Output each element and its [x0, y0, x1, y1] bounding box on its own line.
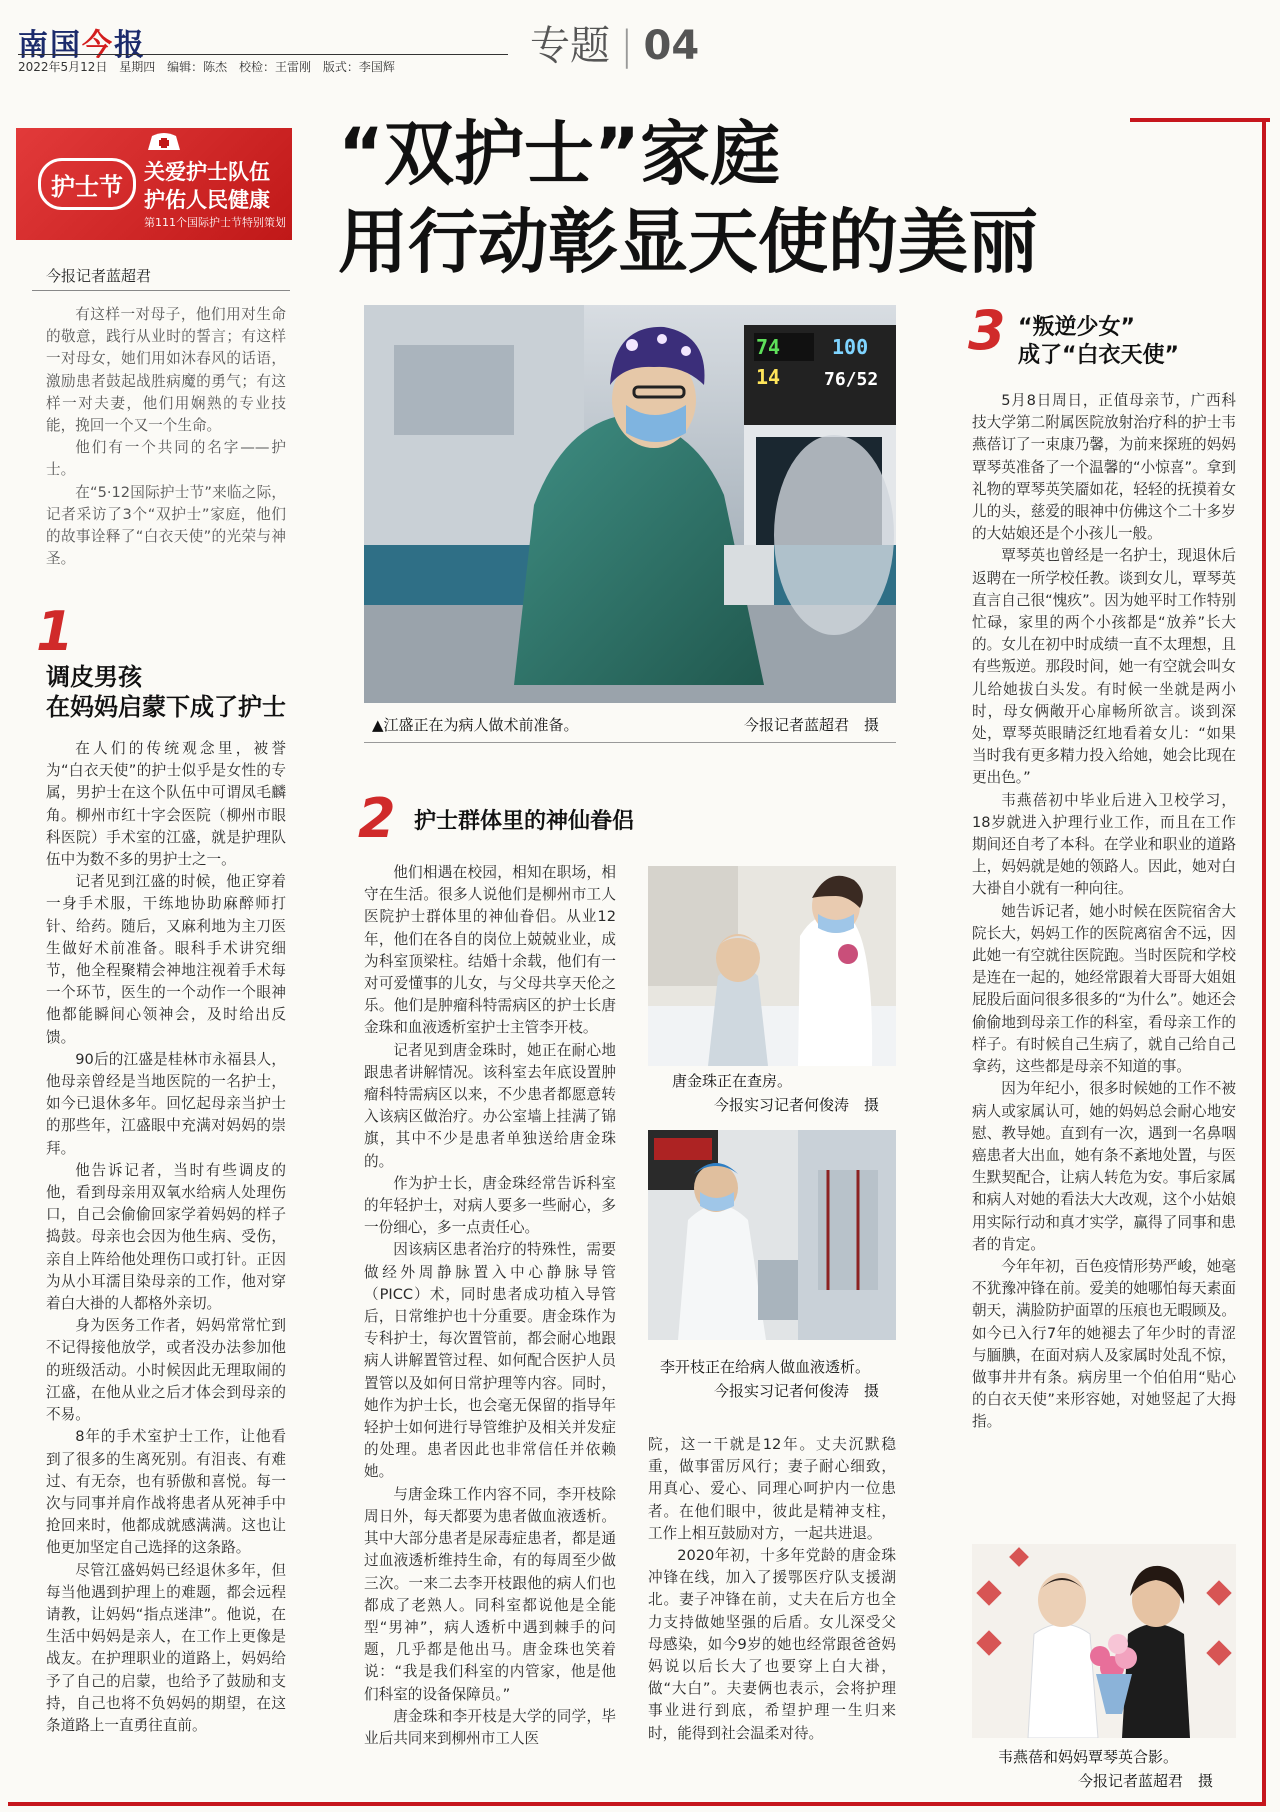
body-paragraph: 尽管江盛妈妈已经退休多年，但每当他遇到护理上的难题，都会远程请教，让妈妈“指点迷津”。他说，在生活中妈妈是亲人，在工作上更像是战友。在护理职业的道路上，妈妈给予了自己的启蒙，也给予了鼓励和支持，自己也将不负妈妈的期望，在这条道路上一直勇往直前。 — [46, 1561, 286, 1734]
intro-paragraph: 有这样一对母子，他们用对生命的敬意，践行从业时的誓言；有这样一对母女，她们用如沐春风的话语，激励患者鼓起战胜病魔的勇气；有这样一对夫妻，他们用娴熟的专业技能，挽回一个又一个生命。 — [46, 306, 286, 435]
layout-credit: 版式：李国辉 — [322, 60, 395, 74]
photo1-caption: ▲江盛正在为病人做术前准备。 — [372, 716, 579, 734]
photo2-credit: 今报实习记者何俊涛 摄 — [714, 1096, 880, 1114]
byline-rule — [32, 290, 290, 291]
page-number: 04 — [643, 23, 700, 69]
photo4-credit: 今报记者蓝超君 摄 — [1078, 1772, 1214, 1790]
monitor-bp: 76/52 — [824, 369, 879, 390]
section2-body-b — [648, 1434, 896, 1745]
masthead-rule — [18, 54, 508, 55]
photo1-credit: 今报记者蓝超君 摄 — [744, 716, 880, 734]
body-paragraph: 他们相遇在校园，相知在职场，相守在生活。很多人说他们是柳州市工人医院护士群体里的神仙眷侣。从业12年，他们在各自的岗位上兢兢业业，成为科室顶梁柱。结婚十余载，他们有一对可爱懂事的儿女，与父母共享天伦之乐。他们是肿瘤科特需病区的护士长唐金珠和血液透析室护士主管李开枝。 — [364, 864, 616, 1037]
nurse-cap-icon — [144, 132, 184, 154]
body-paragraph: 2020年初，十多年党龄的唐金珠冲锋在线，加入了援鄂医疗队支援湖北。妻子冲锋在前，丈夫在后方也全力支持做她坚强的后盾。女儿深受父母感染，如今9岁的她也经常跟爸爸妈妈说以后长大了也要穿上白大褂，做“大白”。夫妻俩也表示，会将护理事业进行到底，希望护理一生归来时，能得到社会温柔对待。 — [648, 1547, 896, 1742]
body-paragraph: 今年年初，百色疫情形势严峻，她毫不犹豫冲锋在前。爱美的她哪怕每天素面朝天，满脸防护面罩的压痕也无暇顾及。如今已入行7年的她褪去了年少时的青涩与腼腆，在面对病人及家属时处乱不惊，做事井井有条。病房里一个伯伯用“贴心的白衣天使”来形容她，对她竖起了大拇指。 — [972, 1257, 1236, 1431]
body-paragraph: 作为护士长，唐金珠经常告诉科室的年轻护士，对病人要多一些耐心，多一份细心，多一点责任心。 — [364, 1174, 616, 1237]
banner-line2: 护佑人民健康 — [144, 188, 270, 212]
banner-line1: 关爱护士队伍 — [144, 160, 270, 184]
body-paragraph: 与唐金珠工作内容不同，李开枝除周日外，每天都要为患者做血液透析。其中大部分患者是尿毒症患者，都是通过血液透析维持生命，有的每周至少做三次。一来二去李开枝跟他的病人们也都成了老熟人。同科室都说他是全能型“男神”，病人透析中遇到棘手的问题，几乎都是他出马。唐金珠也笑着说：“我是我们科室的内管家，他是他们科室的设备保障员。” — [364, 1485, 616, 1703]
banner-line3: 第111个国际护士节特别策划 — [144, 216, 286, 229]
section2-title: 护士群体里的神仙眷侣 — [414, 809, 635, 834]
section3-title-line2: 成了“白衣天使” — [1018, 343, 1179, 368]
section1-title-line1: 调皮男孩 — [46, 663, 142, 691]
body-paragraph: 因为年纪小，很多时候她的工作不被病人或家属认可，她的妈妈总会耐心地安慰、教导她。直到有一次，遇到一名鼻咽癌患者大出血，她有条不紊地处置，与医生默契配合，让病人转危为安。事后家属和病人对她的看法大大改观，这个小姑娘用实际行动和真才实学，赢得了同事和患者的肯定。 — [972, 1080, 1236, 1253]
proofreader-credit: 校检：王雷刚 — [238, 60, 311, 74]
dialysis-image — [648, 1130, 896, 1340]
section2-body-a — [364, 862, 616, 1750]
photo3-credit: 今报实习记者何俊涛 摄 — [714, 1382, 880, 1400]
byline: 今报记者蓝超君 — [46, 267, 152, 285]
logo-text-accent: 今 — [82, 28, 114, 63]
editor-credit: 编辑：陈杰 — [167, 60, 228, 74]
section2-number: 2 — [358, 787, 396, 850]
page-border-top — [1130, 118, 1270, 122]
headline — [338, 110, 1038, 286]
section-separator: | — [620, 23, 634, 69]
photo-dialysis — [648, 1130, 896, 1340]
headline-line1: “双护士”家庭 — [338, 113, 781, 195]
body-paragraph: 院，这一干就是12年。丈夫沉默稳重，做事雷厉风行；妻子耐心细致，用真心、爱心、同理心呵护内一位患者。在他们眼中，彼此是精神支柱，工作上相互鼓励对方，一起共进退。 — [648, 1436, 896, 1542]
section3-number: 3 — [968, 299, 1006, 362]
section1-title — [46, 662, 286, 722]
photo2-caption: 唐金珠正在查房。 — [672, 1072, 793, 1090]
monitor-spo2: 100 — [832, 335, 869, 359]
intro-paragraph: 在“5·12国际护士节”来临之际，记者采访了3个“双护士”家庭，他们的故事诠释了“白衣天使”的光荣与神圣。 — [46, 483, 286, 568]
body-paragraph: 因该病区患者治疗的特殊性，需要做经外周静脉置入中心静脉导管（PICC）术，同时患者成功植入导管后，日常维护也十分重要。唐金珠作为专科护士，每次置管前，都会耐心地跟病人讲解置管过程、如何配合医护人员置管以及如何日常护理等内容。同时，她作为护士长，也会毫无保留的指导年轻护士如何进行导管维护及相关并发症的处理。患者因此也非常信任并依赖她。 — [364, 1241, 616, 1481]
intro-paragraph: 他们有一个共同的名字——护士。 — [46, 439, 286, 479]
section3-body — [972, 390, 1236, 1434]
logo-text: 南国 — [18, 28, 82, 63]
body-paragraph: 记者见到江盛的时候，他正穿着一身手术服，干练地协助麻醉师打针、给药。随后，又麻利地为主刀医生做好术前准备。眼科手术讲究细节，他全程聚精会神地注视着手术每一个环节，医生的一个动作一个眼神他都能瞬间心领神会，及时给出反馈。 — [46, 873, 286, 1046]
special-banner — [16, 128, 292, 240]
body-paragraph: 她告诉记者，她小时候在医院宿舍大院长大，妈妈工作的医院离宿舍不远，因此她一有空就往医院跑。当时医院和学校是连在一起的，她经常跟着大哥哥大姐姐屁股后面问很多很多的“为什么”。她还会偷偷地到母亲工作的科室，看母亲工作的样子。有时候自己生病了，就自己给自己拿药，这些都是母亲不知道的事。 — [972, 902, 1236, 1076]
body-paragraph: 90后的江盛是桂林市永福县人，他母亲曾经是当地医院的一名护士，如今已退休多年。回忆起母亲当护士的那些年，江盛眼中充满对妈妈的崇拜。 — [46, 1050, 286, 1157]
masthead-meta — [18, 58, 403, 75]
surgery-photo-image — [364, 305, 896, 703]
mother-daughter-image — [972, 1544, 1236, 1738]
photo1-rule — [364, 742, 896, 743]
photo-ward-round — [648, 866, 896, 1066]
section-label — [530, 14, 699, 71]
issue-weekday: 星期四 — [119, 60, 156, 74]
photo4-caption: 韦燕蓓和妈妈覃琴英合影。 — [998, 1748, 1179, 1766]
body-paragraph: 覃琴英也曾经是一名护士，现退休后返聘在一所学校任教。谈到女儿，覃琴英直言自己很“愧疚”。因为她平时工作特别忙碌，家里的两个小孩都是“放养”长大的。女儿在初中时成绩一直不太理想，且有些叛逆。那段时间，她一有空就会叫女儿给她拔白头发。有时候一坐就是两小时，母女俩敞开心扉畅所欲言。谈到深处，覃琴英眼睛泛红地看着女儿：“如果当时我有更多精力投入给她，她会比现在更出色。” — [972, 547, 1236, 787]
body-paragraph: 唐金珠和李开枝是大学的同学，毕业后共同来到柳州市工人医 — [364, 1707, 616, 1747]
body-paragraph: 记者见到唐金珠时，她正在耐心地跟患者讲解情况。该科室去年底设置肿瘤科特需病区以来，不少患者都愿意转入该病区做治疗。办公室墙上挂满了锦旗，其中不少是患者单独送给唐金珠的。 — [364, 1041, 616, 1170]
photo-surgery — [364, 305, 896, 703]
section-name: 专题 — [530, 23, 610, 69]
logo-text: 报 — [114, 28, 146, 63]
issue-date: 2022年5月12日 — [18, 60, 108, 74]
intro-text — [46, 304, 286, 570]
section3-title — [1018, 314, 1179, 370]
nurse-day-badge: 护士节 — [38, 158, 136, 210]
photo3-caption: 李开枝正在给病人做血液透析。 — [660, 1358, 871, 1376]
monitor-heart-rate: 74 — [756, 335, 781, 359]
body-paragraph: 8年的手术室护士工作，让他看到了很多的生离死别。有泪丧、有难过、有无奈，也有骄傲和喜悦。每一次与同事并肩作战将患者从死神手中抢回来时，他都成就感满满。这也让他更加坚定自己选择的这条路。 — [46, 1428, 286, 1557]
section3-title-line1: “叛逆少女” — [1018, 315, 1135, 340]
section1-title-line2: 在妈妈启蒙下成了护士 — [46, 693, 286, 721]
body-paragraph: 他告诉记者，当时有些调皮的他，看到母亲用双氧水给病人处理伤口，自己会偷偷回家学着妈妈的样子捣鼓。母亲也会因为他生病、受伤，亲自上阵给他处理伤口或打针。正因为从小耳濡目染母亲的工作，他对穿着白大褂的人都格外亲切。 — [46, 1161, 286, 1313]
monitor-resp: 14 — [756, 365, 781, 389]
ward-round-image — [648, 866, 896, 1066]
headline-line2: 用行动彰显天使的美丽 — [338, 201, 1038, 283]
section1-body — [46, 738, 286, 1737]
body-paragraph: 在人们的传统观念里，被誉为“白衣天使”的护士似乎是女性的专属，男护士在这个队伍中可谓凤毛麟角。柳州市红十字会医院（柳州市眼科医院）手术室的江盛，就是护理队伍中为数不多的男护士之一。 — [46, 740, 286, 869]
body-paragraph: 身为医务工作者，妈妈常常忙到不记得接他放学，或者没办法参加他的班级活动。小时候因此无理取闹的江盛，在他从业之后才体会到母亲的不易。 — [46, 1317, 286, 1424]
photo-mother-daughter — [972, 1544, 1236, 1738]
section1-number: 1 — [36, 600, 74, 663]
body-paragraph: 韦燕蓓初中毕业后进入卫校学习，18岁就进入护理行业工作，而且在工作期间还自考了本科。在学业和职业的道路上，妈妈就是她的领路人。因此，她对白大褂自小就有一种向往。 — [972, 791, 1236, 898]
body-paragraph: 5月8日周日，正值母亲节，广西科技大学第二附属医院放射治疗科的护士韦燕蓓订了一束康乃馨，为前来探班的妈妈覃琴英准备了一个温馨的“小惊喜”。拿到礼物的覃琴英笑靥如花，轻轻的抚摸着女儿的头，慈爱的眼神中仿佛这个二十多岁的大姑娘还是个小孩儿一般。 — [972, 392, 1236, 543]
